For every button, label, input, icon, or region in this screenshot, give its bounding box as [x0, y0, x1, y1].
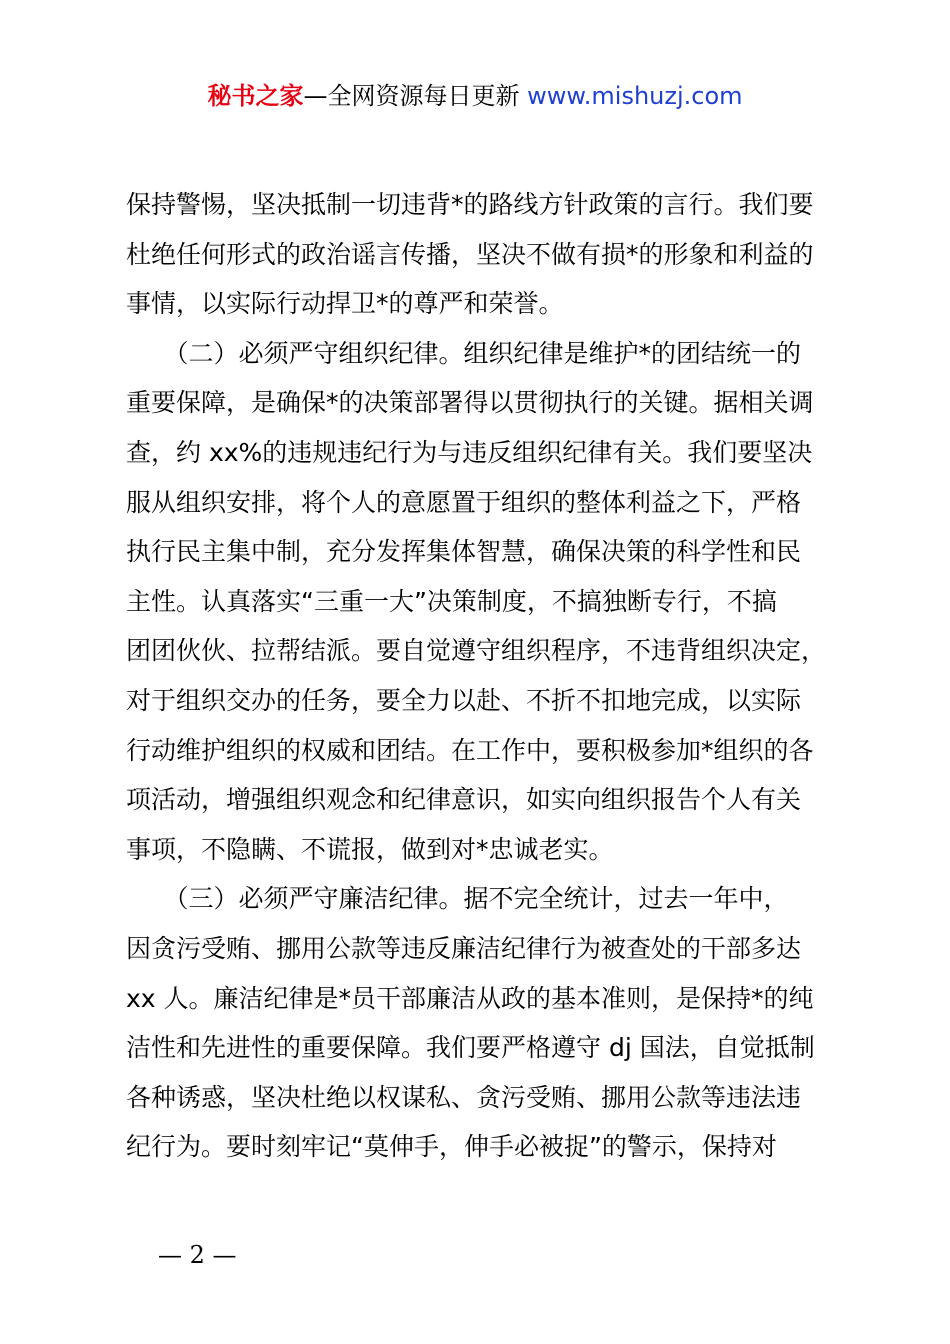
site-header — [0, 80, 950, 112]
text-line: 行动维护组织的权威和团结。在工作中，要积极参加*组织的各 — [126, 735, 814, 765]
text-line: 团团伙伙、拉帮结派。要自觉遵守组织程序，不违背组织决定， — [126, 636, 827, 666]
text-line: 因贪污受贿、挪用公款等违反廉洁纪律行为被查处的干部多达 — [126, 933, 802, 963]
text-line: 保持警惕，坚决抵制一切违背*的路线方针政策的言行。我们要 — [126, 190, 814, 219]
site-slogan: —全网资源每日更新 — [303, 82, 520, 110]
text-line: 事情，以实际行动捍卫*的尊严和荣誉。 — [126, 289, 564, 319]
text-line: 洁性和先进性的重要保障。我们要严格遵守 dj 国法，自觉抵制 — [126, 1033, 815, 1063]
text-line: 纪行为。要时刻牢记“莫伸手，伸手必被捉”的警示，保持对 — [126, 1132, 777, 1162]
text-line: xx 人。廉洁纪律是*员干部廉洁从政的基本准则，是保持*的纯 — [126, 983, 814, 1013]
text-line: 重要保障，是确保*的决策部署得以贯彻执行的关键。据相关调 — [126, 388, 814, 418]
text-line: （二）必须严守组织纪律。组织纪律是维护*的团结统一的 — [126, 338, 802, 368]
text-line: 执行民主集中制，充分发挥集体智慧，确保决策的科学性和民 — [126, 537, 802, 567]
document-body — [126, 180, 836, 1172]
text-line: 服从组织安排，将个人的意愿置于组织的整体利益之下，严格 — [126, 487, 802, 517]
page-number: — 2 — — [158, 1241, 237, 1269]
text-line: 对于组织交办的任务，要全力以赴、不折不扣地完成，以实际 — [126, 685, 802, 715]
site-url[interactable]: www.mishuzj.com — [527, 82, 743, 110]
text-line: 各种诱惑，坚决杜绝以权谋私、贪污受贿、挪用公款等违法违 — [126, 1082, 802, 1112]
text-line: 杜绝任何形式的政治谣言传播，坚决不做有损*的形象和利益的 — [126, 239, 814, 269]
text-line: 查，约 xx%的违规违纪行为与违反组织纪律有关。我们要坚决 — [126, 437, 813, 467]
text-line: 项活动，增强组织观念和纪律意识，如实向组织报告个人有关 — [126, 785, 802, 815]
text-line: 事项，不隐瞒、不谎报，做到对*忠诚老实。 — [126, 834, 614, 864]
text-line: 主性。认真落实“三重一大”决策制度，不搞独断专行，不搞 — [126, 586, 777, 616]
text-line: （三）必须严守廉洁纪律。据不完全统计，过去一年中， — [126, 884, 789, 914]
site-brand: 秘书之家 — [207, 82, 304, 110]
